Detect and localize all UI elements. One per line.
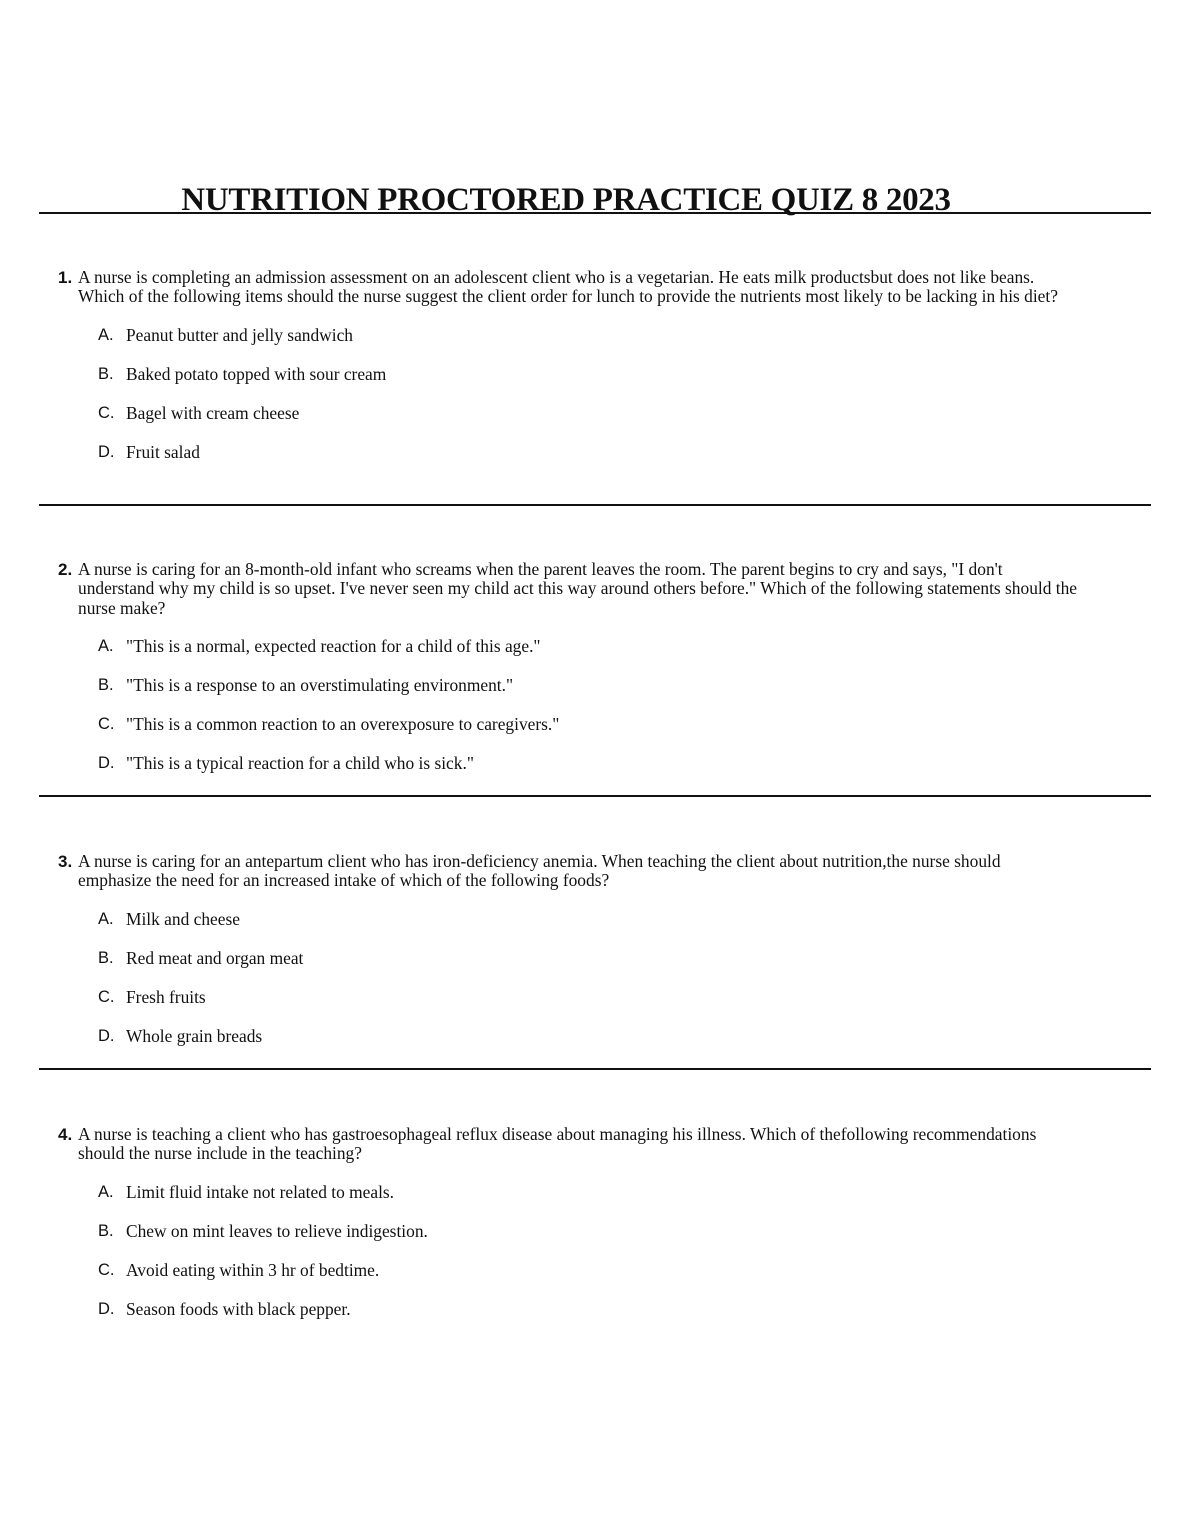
answer-option-d[interactable] <box>58 1026 1078 1065</box>
answer-options <box>58 325 1078 481</box>
answer-option-a[interactable] <box>58 325 1078 364</box>
option-text: "This is a typical reaction for a child who is sick." <box>126 753 474 774</box>
option-text: Fresh fruits <box>126 986 206 1007</box>
option-text: Peanut butter and jelly sandwich <box>126 324 353 345</box>
answer-option-c[interactable] <box>58 987 1078 1026</box>
option-letter: B. <box>98 364 114 383</box>
option-letter: B. <box>98 676 114 695</box>
title-underline <box>39 212 1151 214</box>
answer-option-b[interactable] <box>58 948 1078 987</box>
option-letter: D. <box>98 1026 115 1045</box>
option-letter: B. <box>98 1221 114 1240</box>
answer-option-b[interactable] <box>58 675 1078 714</box>
option-text: Chew on mint leaves to relieve indigestion. <box>126 1220 428 1241</box>
option-text: Red meat and organ meat <box>126 947 304 968</box>
option-text: Fruit salad <box>126 441 200 462</box>
answer-option-a[interactable] <box>58 636 1078 675</box>
answer-option-c[interactable] <box>58 714 1078 753</box>
option-letter: A. <box>98 325 114 344</box>
question-stem <box>58 1125 1078 1164</box>
option-text: Limit fluid intake not related to meals. <box>126 1181 395 1202</box>
option-text: "This is a normal, expected reaction for a child of this age." <box>126 636 541 657</box>
question-stem <box>58 852 1078 891</box>
option-letter: D. <box>98 442 115 461</box>
question-text: A nurse is caring for an 8-month-old infant who screams when the parent leaves the room. The parent begins to cry and says, "I don't understand why my child is so upset. I've never seen my child act this way around others before." Which of the following statements should the nurse make? <box>78 559 1078 618</box>
option-text: Season foods with black pepper. <box>126 1298 351 1319</box>
answer-option-a[interactable] <box>58 1182 1078 1221</box>
option-text: "This is a response to an overstimulating environment." <box>126 675 514 696</box>
option-text: Baked potato topped with sour cream <box>126 363 387 384</box>
option-letter: D. <box>98 1299 115 1318</box>
answer-option-d[interactable] <box>58 753 1078 792</box>
question-divider <box>39 795 1151 797</box>
option-letter: A. <box>98 1182 114 1201</box>
option-text: Milk and cheese <box>126 908 240 929</box>
answer-option-c[interactable] <box>58 403 1078 442</box>
answer-option-d[interactable] <box>58 1299 1078 1338</box>
answer-option-b[interactable] <box>58 1221 1078 1260</box>
option-letter: D. <box>98 754 115 773</box>
question-number: 2. <box>58 560 73 579</box>
question-text: A nurse is caring for an antepartum client who has iron-deficiency anemia. When teaching the client about nutrition,the nurse should emphasize the need for an increased intake of which of the following foods? <box>78 851 1001 891</box>
question-1 <box>58 268 1078 481</box>
question-divider <box>39 1068 1151 1070</box>
option-letter: C. <box>98 715 115 734</box>
question-4 <box>58 1125 1078 1338</box>
question-number: 4. <box>58 1125 73 1144</box>
answer-options <box>58 1182 1078 1338</box>
question-number: 3. <box>58 852 73 871</box>
question-text: A nurse is completing an admission assessment on an adolescent client who is a vegetarian. He eats milk productsbut does not like beans. Which of the following items should the nurse suggest the client order for lunch to provide the nutrients most likely to be lacking in his diet? <box>78 267 1058 307</box>
option-letter: C. <box>98 987 115 1006</box>
answer-option-b[interactable] <box>58 364 1078 403</box>
page-title: NUTRITION PROCTORED PRACTICE QUIZ 8 2023 <box>181 182 951 218</box>
question-divider <box>39 504 1151 506</box>
answer-option-d[interactable] <box>58 442 1078 481</box>
option-text: "This is a common reaction to an overexposure to caregivers." <box>126 714 560 735</box>
option-text: Whole grain breads <box>126 1025 263 1046</box>
answer-options <box>58 636 1078 792</box>
answer-option-a[interactable] <box>58 909 1078 948</box>
question-stem <box>58 560 1078 618</box>
option-letter: C. <box>98 1260 115 1279</box>
question-stem <box>58 268 1078 307</box>
question-text: A nurse is teaching a client who has gastroesophageal reflux disease about managing his illness. Which of thefollowing recommendations should the nurse include in the teaching? <box>78 1124 1037 1164</box>
option-letter: A. <box>98 909 114 928</box>
answer-option-c[interactable] <box>58 1260 1078 1299</box>
option-text: Avoid eating within 3 hr of bedtime. <box>126 1259 380 1280</box>
option-letter: A. <box>98 637 114 656</box>
question-2 <box>58 560 1078 792</box>
option-letter: B. <box>98 948 114 967</box>
question-3 <box>58 852 1078 1065</box>
question-number: 1. <box>58 268 73 287</box>
answer-options <box>58 909 1078 1065</box>
option-letter: C. <box>98 403 115 422</box>
option-text: Bagel with cream cheese <box>126 402 300 423</box>
